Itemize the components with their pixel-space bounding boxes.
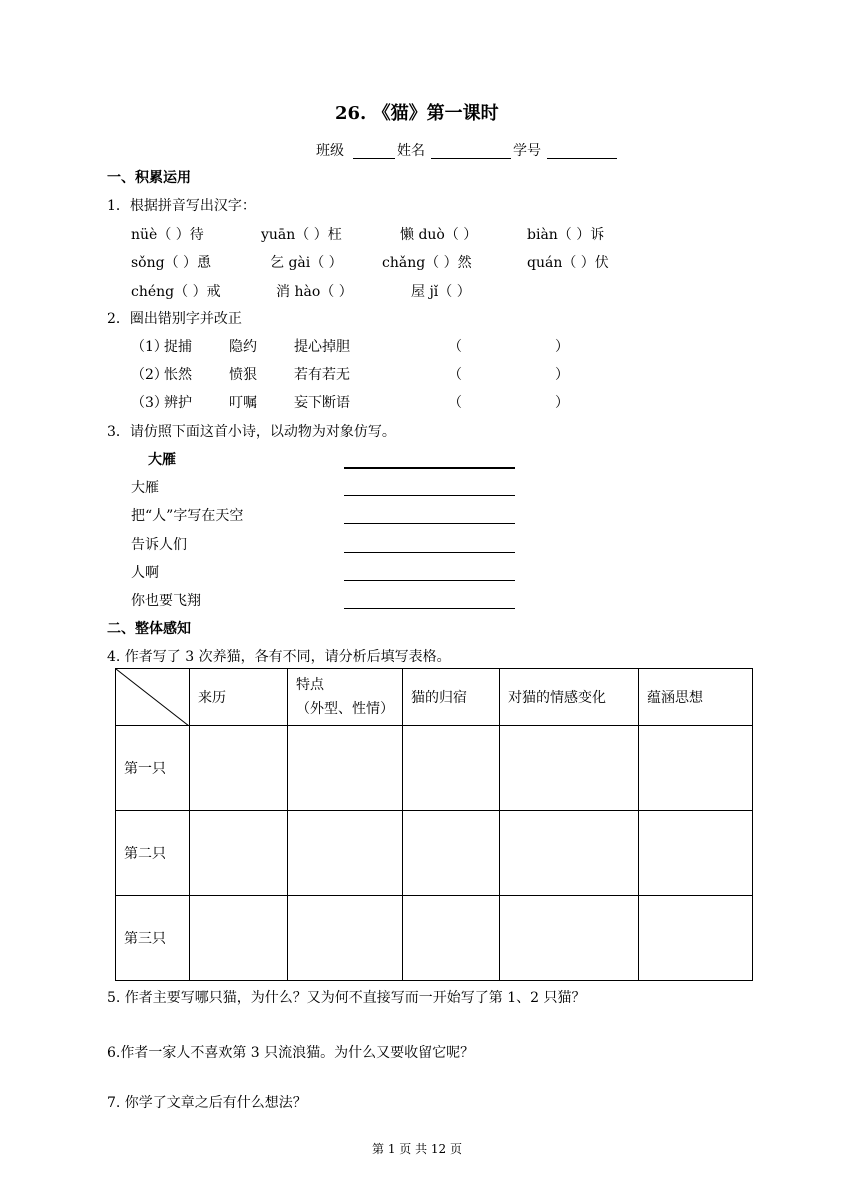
row-label: 第二只	[116, 811, 190, 896]
q4-stem: 4. 作者写了 3 次养猫，各有不同，请分析后填写表格。	[107, 649, 451, 665]
answer-cell[interactable]	[190, 896, 288, 981]
header-cell: 猫的归宿	[403, 669, 500, 726]
class-label: 班级	[316, 143, 344, 159]
q2-word: 愤狠	[229, 367, 257, 383]
poem-answer-line[interactable]	[344, 467, 515, 469]
answer-cell[interactable]	[500, 811, 639, 896]
pinyin-item: quán（ ）伏	[527, 255, 609, 271]
poem-line: 人啊	[131, 565, 159, 581]
table-header-row	[116, 669, 753, 726]
poem-line: 你也要飞翔	[131, 593, 201, 609]
header-cell	[288, 669, 403, 726]
q2-word: 隐约	[229, 339, 257, 355]
pinyin-item: 乞 gài（ ）	[270, 255, 343, 271]
poem-answer-line[interactable]	[344, 495, 515, 496]
class-blank[interactable]	[353, 158, 395, 159]
name-label: 姓名	[397, 143, 425, 159]
header-subtext: （外型、性情）	[296, 701, 394, 717]
diagonal-line	[116, 669, 189, 726]
q2-word: 怅然	[164, 367, 192, 383]
pinyin-item: sǒng（ ）恿	[131, 255, 212, 271]
number-blank[interactable]	[547, 158, 617, 159]
answer-cell[interactable]	[639, 811, 753, 896]
cat-analysis-table	[115, 668, 753, 981]
q2-word: 捉捕	[164, 339, 192, 355]
header-cell: 来历	[190, 669, 288, 726]
q2-answer-open[interactable]: （	[448, 395, 462, 411]
q2-answer-open[interactable]: （	[448, 367, 462, 383]
row-label: 第一只	[116, 726, 190, 811]
q7-stem: 7. 你学了文章之后有什么想法？	[107, 1095, 307, 1111]
poem-answer-line[interactable]	[344, 523, 515, 524]
header-text: 特点	[296, 677, 324, 693]
header-cell: 蕴涵思想	[639, 669, 753, 726]
answer-cell[interactable]	[190, 811, 288, 896]
answer-cell[interactable]	[639, 726, 753, 811]
diagonal-corner-cell	[116, 669, 190, 726]
q2-word: 妄下断语	[294, 395, 350, 411]
poem-title: 大雁	[148, 452, 176, 468]
poem-answer-line[interactable]	[344, 608, 515, 609]
q2-word: 辨护	[164, 395, 192, 411]
section2-heading: 二、整体感知	[107, 621, 191, 637]
header-cell: 对猫的情感变化	[500, 669, 639, 726]
q2-answer-open[interactable]: （	[448, 339, 462, 355]
answer-cell[interactable]	[190, 726, 288, 811]
answer-cell[interactable]	[500, 896, 639, 981]
poem-line: 大雁	[131, 480, 159, 496]
q2-word: 若有若无	[294, 367, 350, 383]
table-row	[116, 726, 753, 811]
q6-stem: 6.作者一家人不喜欢第 3 只流浪猫。为什么又要收留它呢？	[107, 1045, 475, 1061]
pinyin-item: nüè（ ）待	[131, 227, 204, 243]
answer-cell[interactable]	[500, 726, 639, 811]
answer-cell[interactable]	[288, 726, 403, 811]
pinyin-item: yuān（ ）枉	[261, 227, 342, 243]
pinyin-item: chǎng（ ）然	[382, 255, 472, 271]
answer-cell[interactable]	[288, 896, 403, 981]
row-label: 第三只	[116, 896, 190, 981]
answer-cell[interactable]	[288, 811, 403, 896]
q2-word: 叮嘱	[229, 395, 257, 411]
pinyin-item: 屋 jǐ（ ）	[411, 284, 471, 300]
pinyin-item: 懒 duò（ ）	[400, 227, 478, 243]
page-footer: 第 1 页 共 12 页	[372, 1142, 462, 1156]
q2-item-no: （1）	[131, 339, 168, 355]
table-row	[116, 811, 753, 896]
poem-answer-line[interactable]	[344, 580, 515, 581]
q2-word: 提心掉胆	[294, 339, 350, 355]
q2-answer-close: ）	[555, 339, 569, 355]
answer-cell[interactable]	[403, 811, 500, 896]
answer-cell[interactable]	[639, 896, 753, 981]
number-label: 学号	[513, 143, 541, 159]
poem-answer-line[interactable]	[344, 552, 515, 553]
pinyin-item: 消 hào（ ）	[276, 284, 353, 300]
table-row	[116, 896, 753, 981]
answer-cell[interactable]	[403, 726, 500, 811]
section1-heading: 一、积累运用	[107, 170, 191, 186]
q2-stem: 2．圈出错别字并改正	[107, 311, 242, 327]
pinyin-item: biàn（ ）诉	[527, 227, 605, 243]
page-title: 26. 《猫》第一课时	[335, 103, 499, 124]
pinyin-item: chéng（ ）戒	[131, 284, 221, 300]
q1-stem: 1．根据拼音写出汉字：	[107, 198, 256, 214]
q3-stem: 3．请仿照下面这首小诗，以动物为对象仿写。	[107, 424, 396, 440]
q2-answer-close: ）	[555, 367, 569, 383]
q5-stem: 5. 作者主要写哪只猫，为什么？又为何不直接写而一开始写了第 1、2 只猫？	[107, 990, 586, 1006]
q2-item-no: （2）	[131, 367, 168, 383]
q2-item-no: （3）	[131, 395, 168, 411]
name-blank[interactable]	[431, 158, 511, 159]
answer-cell[interactable]	[403, 896, 500, 981]
poem-line: 把“人”字写在天空	[131, 508, 244, 524]
q2-answer-close: ）	[555, 395, 569, 411]
poem-line: 告诉人们	[131, 537, 187, 553]
